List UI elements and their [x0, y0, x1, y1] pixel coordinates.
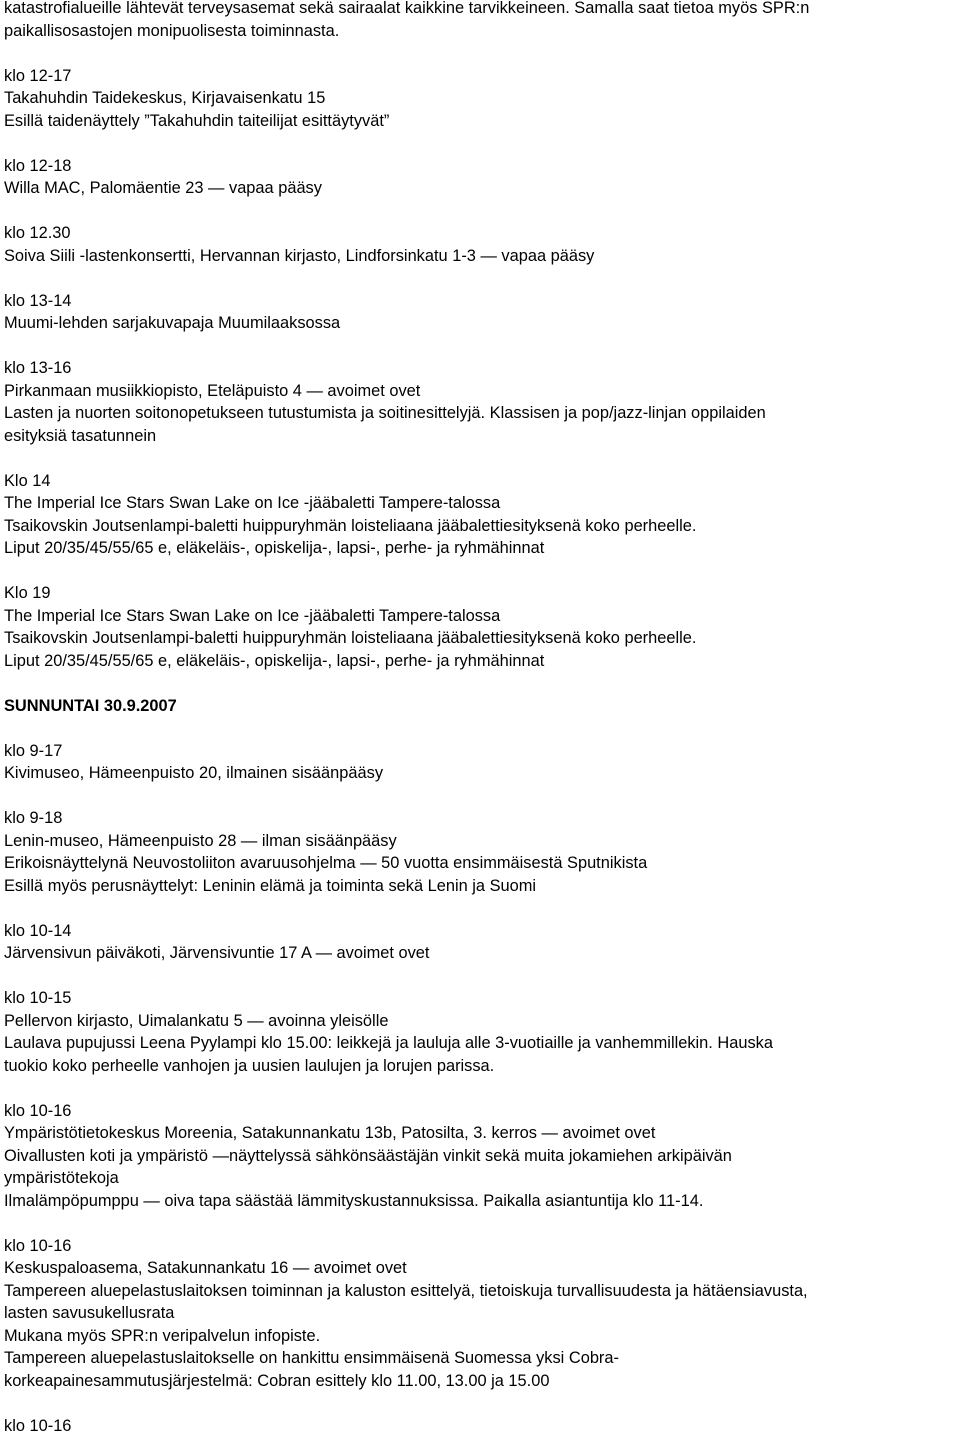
event-description-line: Mukana myös SPR:n veripalvelun infopiste. [4, 1325, 956, 1348]
event-description-line: lasten savusukellusrata [4, 1302, 956, 1325]
event-description-line: Tampereen aluepelastuslaitokselle on hankittu ensimmäisenä Suomessa yksi Cobra- [4, 1347, 956, 1370]
event-description-line: The Imperial Ice Stars Swan Lake on Ice -jääbaletti Tampere-talossa [4, 605, 956, 628]
paragraph-gap [4, 897, 956, 920]
event-entry [4, 155, 956, 200]
event-description-line: tuokio koko perheelle vanhojen ja uusien laulujen ja lorujen parissa. [4, 1055, 956, 1078]
paragraph-gap [4, 335, 956, 358]
paragraph-gap [4, 200, 956, 223]
document-page [4, 0, 956, 1437]
paragraph-gap [4, 717, 956, 740]
event-description-line: Ilmalämpöpumppu — oiva tapa säästää lämmityskustannuksissa. Paikalla asiantuntija klo 11-14. [4, 1190, 956, 1213]
event-time: klo 12.30 [4, 222, 956, 245]
event-description-line: esityksiä tasatunnein [4, 425, 956, 448]
event-time: klo 9-17 [4, 740, 956, 763]
event-time: Klo 19 [4, 582, 956, 605]
event-entry [4, 290, 956, 335]
event-entry [4, 582, 956, 672]
sunday-heading: SUNNUNTAI 30.9.2007 [4, 695, 956, 718]
event-entry [4, 807, 956, 897]
event-description-line: Kivimuseo, Hämeenpuisto 20, ilmainen sisäänpääsy [4, 762, 956, 785]
event-time: klo 10-16 [4, 1235, 956, 1258]
event-description-line: Soiva Siili -lastenkonsertti, Hervannan kirjasto, Lindforsinkatu 1-3 — vapaa pääsy [4, 245, 956, 268]
event-description-line: Lenin-museo, Hämeenpuisto 28 — ilman sisäänpääsy [4, 830, 956, 853]
saturday-event-list [4, 65, 956, 695]
event-entry [4, 222, 956, 267]
paragraph-gap [4, 1077, 956, 1100]
event-entry [4, 357, 956, 447]
event-time: klo 10-16 [4, 1100, 956, 1123]
event-time: klo 13-16 [4, 357, 956, 380]
sunday-event-list [4, 740, 956, 1437]
event-description-line: Oivallusten koti ja ympäristö —näyttelyssä sähkönsäästäjän vinkit sekä muita jokamiehen arkipäivän [4, 1145, 956, 1168]
intro-line: paikallisosastojen monipuolisesta toiminnasta. [4, 20, 956, 43]
event-entry [4, 1100, 956, 1213]
paragraph-gap [4, 267, 956, 290]
intro-paragraph [4, 0, 956, 42]
intro-line: katastrofialueille lähtevät terveysasemat sekä sairaalat kaikkine tarvikkeineen. Samalla saat tietoa myös SPR:n [4, 0, 956, 20]
paragraph-gap [4, 560, 956, 583]
event-description-line: The Imperial Ice Stars Swan Lake on Ice -jääbaletti Tampere-talossa [4, 492, 956, 515]
event-description-line: Liput 20/35/45/55/65 e, eläkeläis-, opiskelija-, lapsi-, perhe- ja ryhmähinnat [4, 537, 956, 560]
paragraph-gap [4, 1392, 956, 1415]
event-description-line: Lasten ja nuorten soitonopetukseen tutustumista ja soitinesittelyjä. Klassisen ja pop/jazz-linjan oppilaiden [4, 402, 956, 425]
event-time: klo 12-18 [4, 155, 956, 178]
event-entry [4, 65, 956, 133]
event-time: klo 9-18 [4, 807, 956, 830]
event-time: klo 13-14 [4, 290, 956, 313]
event-entry [4, 987, 956, 1077]
event-description-line: ympäristötekoja [4, 1167, 956, 1190]
event-description-line: Muumi-lehden sarjakuvapaja Muumilaaksossa [4, 312, 956, 335]
event-entry [4, 920, 956, 965]
event-description-line: Keskuspaloasema, Satakunnankatu 16 — avoimet ovet [4, 1257, 956, 1280]
event-description-line: Pellervon kirjasto, Uimalankatu 5 — avoinna yleisölle [4, 1010, 956, 1033]
event-description-line: Järvensivun päiväkoti, Järvensivuntie 17 A — avoimet ovet [4, 942, 956, 965]
paragraph-gap [4, 42, 956, 65]
event-time: Klo 14 [4, 470, 956, 493]
event-description-line: Pirkanmaan musiikkiopisto, Eteläpuisto 4 — avoimet ovet [4, 380, 956, 403]
event-description-line: Erikoisnäyttelynä Neuvostoliiton avaruusohjelma — 50 vuotta ensimmäisestä Sputnikista [4, 852, 956, 875]
paragraph-gap [4, 785, 956, 808]
event-description-line: Tampereen aluepelastuslaitoksen toiminnan ja kaluston esittelyä, tietoiskuja turvallisuudesta ja hätäensiavusta, [4, 1280, 956, 1303]
event-description-line: Ympäristötietokeskus Moreenia, Satakunnankatu 13b, Patosilta, 3. kerros — avoimet ovet [4, 1122, 956, 1145]
event-entry [4, 740, 956, 785]
event-time: klo 12-17 [4, 65, 956, 88]
paragraph-gap [4, 672, 956, 695]
event-time: klo 10-16 [4, 1415, 956, 1437]
event-description-line: Takahuhdin Taidekeskus, Kirjavaisenkatu 15 [4, 87, 956, 110]
event-entry [4, 1415, 956, 1437]
event-description-line: Tsaikovskin Joutsenlampi-baletti huippuryhmän loisteliaana jääbalettiesityksenä koko perheelle. [4, 515, 956, 538]
event-description-line: Esillä myös perusnäyttelyt: Leninin elämä ja toiminta sekä Lenin ja Suomi [4, 875, 956, 898]
event-description-line: Laulava pupujussi Leena Pyylampi klo 15.00: leikkejä ja lauluja alle 3-vuotiaille ja vanhemmillekin. Hauska [4, 1032, 956, 1055]
event-time: klo 10-15 [4, 987, 956, 1010]
paragraph-gap [4, 132, 956, 155]
paragraph-gap [4, 965, 956, 988]
event-entry [4, 470, 956, 560]
event-entry [4, 1235, 956, 1393]
event-description-line: Liput 20/35/45/55/65 e, eläkeläis-, opiskelija-, lapsi-, perhe- ja ryhmähinnat [4, 650, 956, 673]
event-description-line: Esillä taidenäyttely ”Takahuhdin taiteilijat esittäytyvät” [4, 110, 956, 133]
paragraph-gap [4, 447, 956, 470]
event-description-line: Willa MAC, Palomäentie 23 — vapaa pääsy [4, 177, 956, 200]
paragraph-gap [4, 1212, 956, 1235]
event-description-line: Tsaikovskin Joutsenlampi-baletti huippuryhmän loisteliaana jääbalettiesityksenä koko perheelle. [4, 627, 956, 650]
event-time: klo 10-14 [4, 920, 956, 943]
event-description-line: korkeapainesammutusjärjestelmä: Cobran esittely klo 11.00, 13.00 ja 15.00 [4, 1370, 956, 1393]
